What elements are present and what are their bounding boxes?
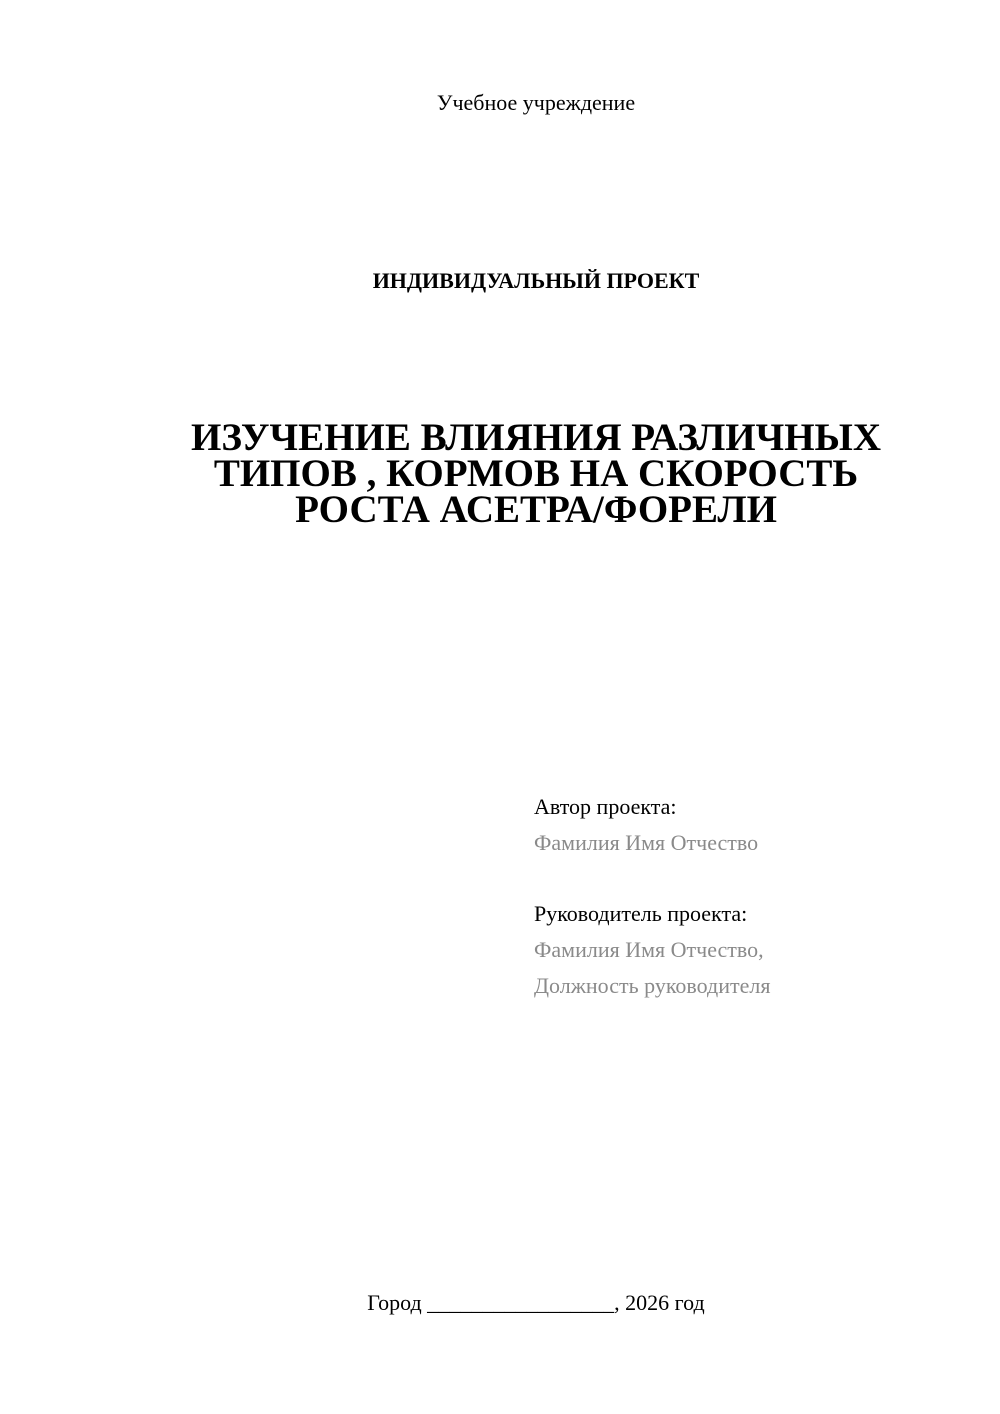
project-title-line: ИЗУЧЕНИЕ ВЛИЯНИЯ РАЗЛИЧНЫХ xyxy=(190,416,882,459)
author-name: Фамилия Имя Отчество xyxy=(534,830,759,855)
document-type: ИНДИВИДУАЛЬНЫЙ ПРОЕКТ xyxy=(372,268,700,293)
supervisor-name: Фамилия Имя Отчество, xyxy=(534,937,764,962)
city-year-line: Город _________________, 2026 год xyxy=(367,1290,705,1315)
project-title-line: РОСТА АСЕТРА/ФОРЕЛИ xyxy=(295,488,777,531)
spacer xyxy=(534,861,770,896)
project-title-line: ТИПОВ , КОРМОВ НА СКОРОСТЬ xyxy=(213,452,859,495)
credits-block xyxy=(534,789,770,1004)
supervisor-position: Должность руководителя xyxy=(534,973,771,998)
project-title xyxy=(0,416,1000,531)
supervisor-label: Руководитель проекта: xyxy=(534,901,748,926)
institution-name: Учебное учреждение xyxy=(436,90,636,115)
author-label: Автор проекта: xyxy=(534,794,677,819)
